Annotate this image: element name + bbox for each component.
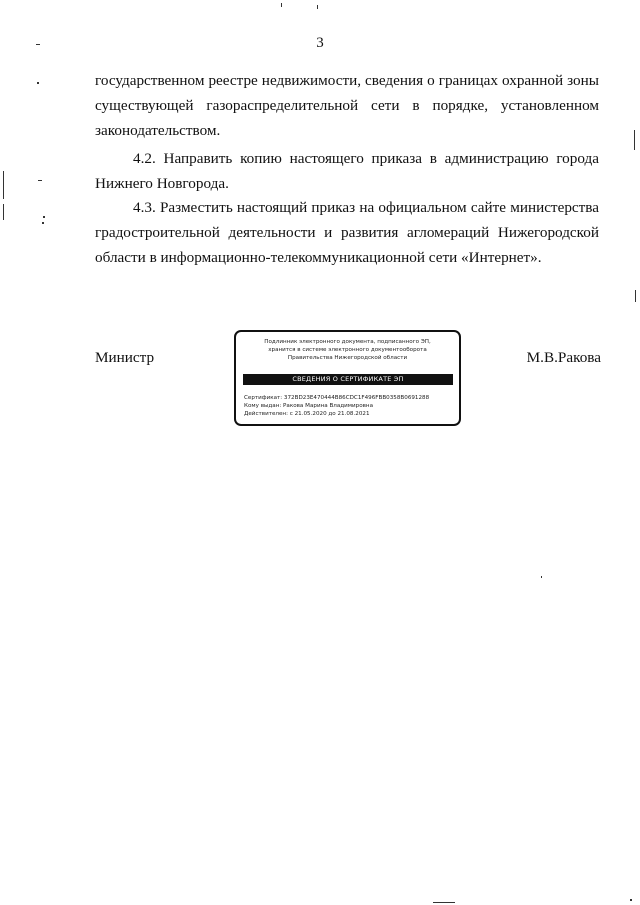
scan-artifact xyxy=(36,44,40,45)
text-line: градостроительной деятельности и развития агломераций Нижегородской xyxy=(95,223,599,241)
scan-artifact xyxy=(42,222,44,224)
stamp-header xyxy=(236,338,459,362)
stamp-validity: Действителен: с 21.05.2020 до 21.08.2021 xyxy=(244,411,370,417)
paragraph-4-2 xyxy=(95,147,599,197)
scan-artifact xyxy=(3,204,4,220)
scan-artifact xyxy=(630,899,632,901)
scan-artifact xyxy=(3,171,4,199)
electronic-signature-stamp xyxy=(234,330,461,426)
paragraph-registry xyxy=(95,69,599,143)
signature-name: М.В.Ракова xyxy=(526,349,601,366)
scan-artifact xyxy=(634,130,635,150)
scan-artifact xyxy=(635,290,636,302)
stamp-certificate-bar: СВЕДЕНИЯ О СЕРТИФИКАТЕ ЭП xyxy=(243,374,453,385)
stamp-certificate-number: Сертификат: 372BD23E470444B86CDC1F496FBB0358B0691288 xyxy=(244,395,430,401)
text-line: области в информационно-телекоммуникационной сети «Интернет». xyxy=(95,248,542,266)
stamp-details xyxy=(244,394,429,418)
text-line: 4.3. Разместить настоящий приказ на официальном сайте министерства xyxy=(133,199,599,216)
text-line: существующей газораспределительной сети в порядке, установленном xyxy=(95,96,599,114)
text-line: законодательством. xyxy=(95,121,221,139)
scan-artifact xyxy=(37,82,39,84)
stamp-header-line: хранится в системе электронного документооборота xyxy=(268,347,427,353)
scan-artifact xyxy=(281,3,282,7)
scan-artifact xyxy=(43,216,45,218)
signature-title: Министр xyxy=(95,349,155,366)
scan-artifact xyxy=(433,902,455,903)
stamp-header-line: Подлинник электронного документа, подписанного ЭП, xyxy=(264,339,431,345)
text-line: 4.2. Направить копию настоящего приказа в администрацию города xyxy=(133,150,599,167)
text-line: государственном реестре недвижимости, сведения о границах охранной зоны xyxy=(95,72,599,89)
scan-artifact xyxy=(38,180,42,181)
stamp-issued-to: Кому выдан: Ракова Марина Владимировна xyxy=(244,403,373,409)
stamp-header-line: Правительства Нижегородской области xyxy=(287,355,408,361)
page-number: 3 xyxy=(316,35,324,51)
text-line: Нижнего Новгорода. xyxy=(95,174,229,192)
scan-artifact xyxy=(541,576,542,578)
paragraph-4-3 xyxy=(95,196,599,270)
scan-artifact xyxy=(317,5,318,9)
